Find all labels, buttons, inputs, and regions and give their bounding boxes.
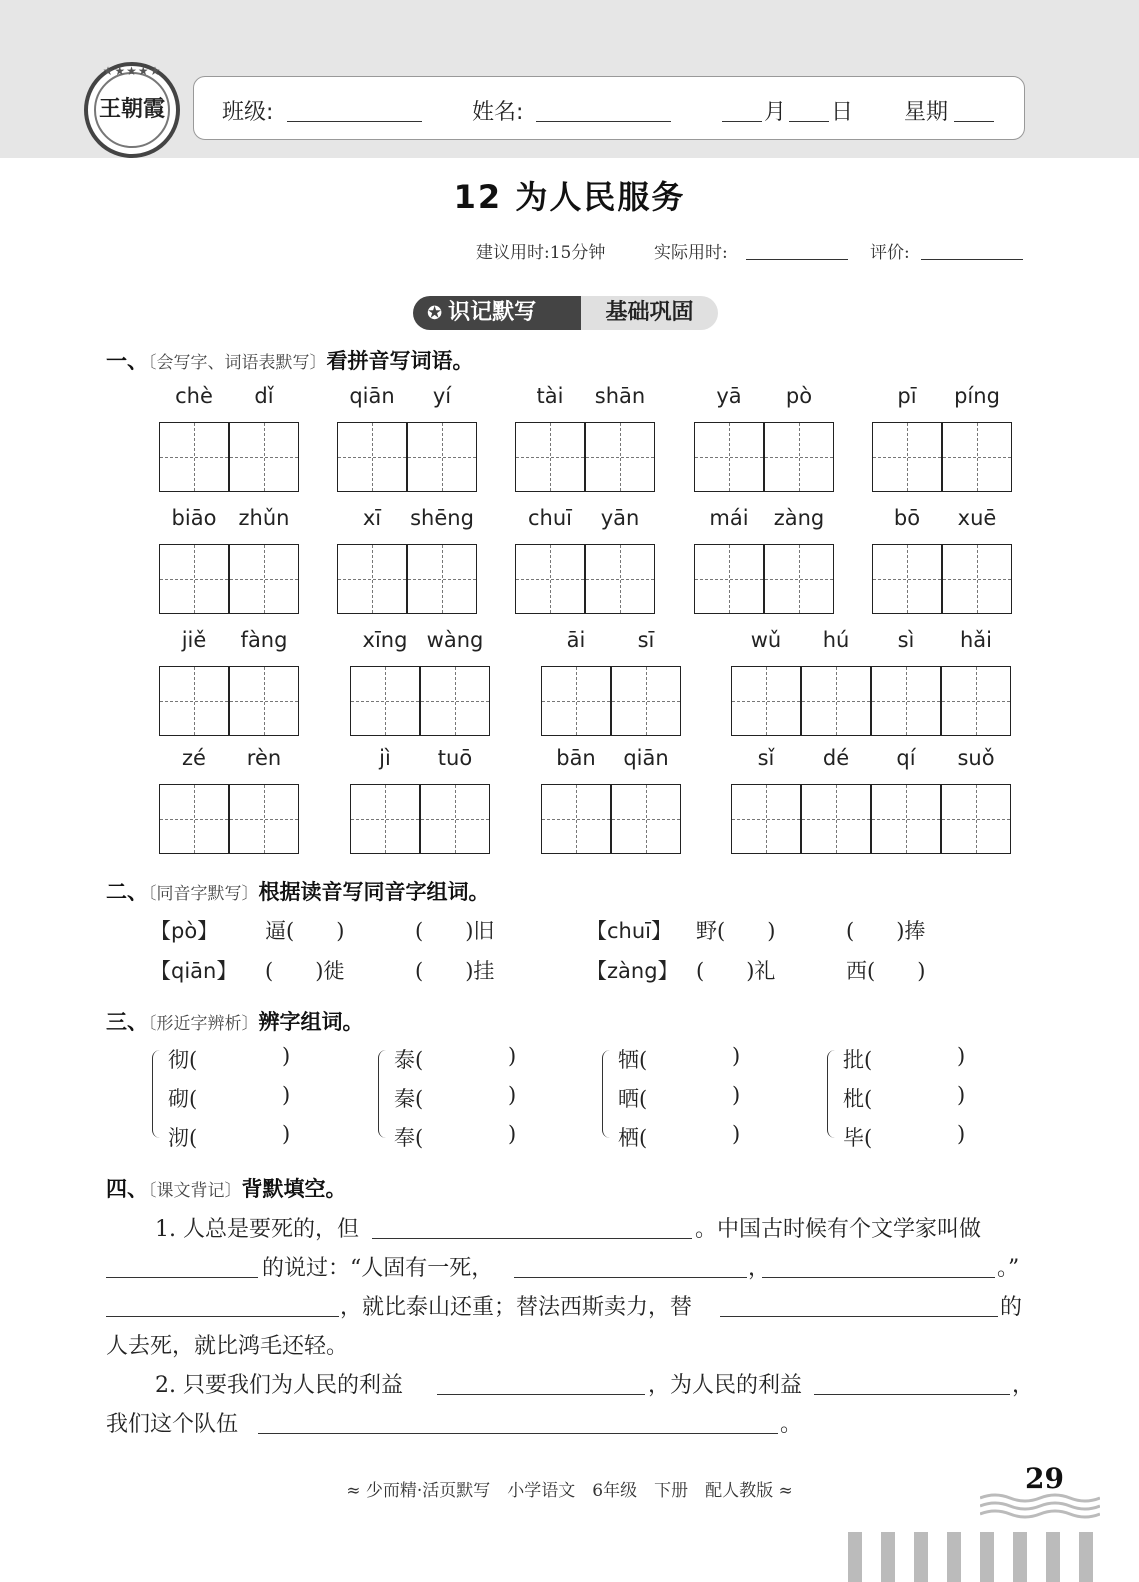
similar-char-item[interactable]: 彻( xyxy=(168,1048,198,1072)
homophone-blank[interactable]: ( )徙 xyxy=(265,959,345,983)
writing-cell[interactable] xyxy=(585,422,655,492)
close-paren: ) xyxy=(732,1122,741,1146)
close-paren: ) xyxy=(732,1044,741,1068)
pinyin-label: xī xyxy=(362,506,382,530)
writing-cell[interactable] xyxy=(159,422,229,492)
month-field[interactable] xyxy=(722,121,762,122)
pinyin-label: hú xyxy=(822,628,850,652)
pinyin-label: jì xyxy=(379,746,391,770)
similar-char-item[interactable]: 沏( xyxy=(168,1126,198,1150)
edge-stripe xyxy=(914,1532,928,1582)
homophone-label: 【qiān】 xyxy=(150,959,238,983)
close-paren: ) xyxy=(282,1044,291,1068)
close-paren: ) xyxy=(282,1083,291,1107)
writing-cell[interactable] xyxy=(941,784,1011,854)
writing-cell[interactable] xyxy=(611,666,681,736)
writing-cell[interactable] xyxy=(731,666,801,736)
logo-text: 王朝霞 xyxy=(98,96,165,122)
homophone-label: 【chuī】 xyxy=(586,919,672,943)
q1-blank-2[interactable] xyxy=(106,1277,258,1278)
similar-char-item[interactable]: 毕( xyxy=(843,1126,873,1150)
writing-cell[interactable] xyxy=(229,784,299,854)
writing-cell[interactable] xyxy=(350,784,420,854)
edge-stripe xyxy=(881,1532,895,1582)
q1-text-b: 。中国古时候有个文学家叫做 xyxy=(695,1217,982,1242)
pinyin-label: shān xyxy=(594,384,646,408)
writing-cell[interactable] xyxy=(731,784,801,854)
pinyin-label: yí xyxy=(432,384,452,408)
pinyin-label: chuī xyxy=(528,506,572,530)
medal-icon: ✪ xyxy=(427,303,443,324)
q2-text-e: 。 xyxy=(780,1412,803,1437)
brace-icon xyxy=(827,1050,838,1138)
pinyin-label: sǐ xyxy=(757,746,775,770)
class-field[interactable] xyxy=(287,121,422,122)
q2-blank-1[interactable] xyxy=(437,1394,645,1395)
writing-cell[interactable] xyxy=(872,422,942,492)
pinyin-label: bō xyxy=(893,506,921,530)
pinyin-label: suǒ xyxy=(957,746,995,770)
similar-char-item[interactable]: 秦( xyxy=(394,1087,424,1111)
writing-cell[interactable] xyxy=(872,544,942,614)
close-paren: ) xyxy=(282,1122,291,1146)
writing-cell[interactable] xyxy=(159,666,229,736)
q1-text-d: ， xyxy=(748,1256,771,1281)
q2-blank-2[interactable] xyxy=(814,1394,1010,1395)
q2-text-b: ，为人民的利益 xyxy=(648,1373,803,1398)
pinyin-label: biāo xyxy=(171,506,217,530)
q1-blank-5[interactable] xyxy=(106,1316,339,1317)
close-paren: ) xyxy=(732,1083,741,1107)
writing-cell[interactable] xyxy=(515,422,585,492)
q1-text-h: 人去死，就比鸿毛还轻。 xyxy=(106,1334,349,1359)
pinyin-label: āi xyxy=(566,628,586,652)
writing-cell[interactable] xyxy=(585,544,655,614)
writing-cell[interactable] xyxy=(541,784,611,854)
similar-char-item[interactable]: 泰( xyxy=(394,1048,424,1072)
homophone-blank[interactable]: 西( ) xyxy=(846,959,926,983)
homophone-blank[interactable]: ( )礼 xyxy=(696,959,776,983)
homophone-blank[interactable]: 野( ) xyxy=(696,919,776,943)
q1-blank-6[interactable] xyxy=(720,1316,998,1317)
q1-text-f: ，就比泰山还重；替法西斯卖力，替 xyxy=(340,1295,693,1320)
evaluation-label: 评价: xyxy=(870,243,910,263)
brace-icon xyxy=(378,1050,389,1138)
writing-cell[interactable] xyxy=(941,666,1011,736)
close-paren: ) xyxy=(957,1083,966,1107)
suggested-time: 建议用时:15分钟 xyxy=(476,243,606,263)
writing-cell[interactable] xyxy=(694,544,764,614)
writing-cell[interactable] xyxy=(420,666,490,736)
writing-cell[interactable] xyxy=(871,666,941,736)
pinyin-label: tuō xyxy=(437,746,473,770)
edge-stripe xyxy=(1046,1532,1060,1582)
banner-left: ✪ 识记默写 xyxy=(413,296,583,330)
student-info-box xyxy=(193,76,1025,140)
weekday-field[interactable] xyxy=(954,121,994,122)
writing-cell[interactable] xyxy=(337,422,407,492)
pinyin-label: dǐ xyxy=(254,384,274,408)
pinyin-label: jiě xyxy=(181,628,207,652)
section4-heading: 四、〔课文背记〕背默填空。 xyxy=(106,1177,347,1201)
similar-char-item[interactable]: 砌( xyxy=(168,1087,198,1111)
similar-char-item[interactable]: 牺( xyxy=(618,1048,648,1072)
pinyin-label: xīng xyxy=(362,628,408,652)
wave-decoration-icon xyxy=(980,1490,1100,1520)
writing-cell[interactable] xyxy=(801,666,871,736)
pinyin-label: rèn xyxy=(246,746,282,770)
pinyin-label: shēng xyxy=(410,506,474,530)
section1-heading: 一、〔会写字、词语表默写〕看拼音写词语。 xyxy=(106,349,474,373)
writing-cell[interactable] xyxy=(337,544,407,614)
pinyin-label: mái xyxy=(709,506,749,530)
name-field[interactable] xyxy=(536,121,671,122)
pinyin-label: pī xyxy=(897,384,917,408)
pinyin-label: tài xyxy=(536,384,564,408)
class-label: 班级: xyxy=(222,100,274,125)
pinyin-label: yān xyxy=(600,506,640,530)
edge-stripe xyxy=(1079,1532,1093,1582)
section2-heading: 二、〔同音字默写〕根据读音写同音字组词。 xyxy=(106,880,490,904)
section-banner xyxy=(413,296,718,330)
month-label: 月 xyxy=(764,100,787,125)
actual-time-field[interactable] xyxy=(746,259,848,260)
homophone-label: 【zàng】 xyxy=(586,959,679,983)
pinyin-label: pò xyxy=(785,384,813,408)
close-paren: ) xyxy=(508,1122,517,1146)
pinyin-label: zàng xyxy=(773,506,825,530)
pinyin-label: dé xyxy=(822,746,850,770)
page-number: 29 xyxy=(1025,1462,1064,1495)
pinyin-label: qiān xyxy=(623,746,669,770)
q1-blank-1[interactable] xyxy=(372,1238,692,1239)
logo-stars-icon: ★★★★★ xyxy=(102,64,162,78)
brace-icon xyxy=(602,1050,613,1138)
pinyin-label: sī xyxy=(637,628,655,652)
writing-cell[interactable] xyxy=(350,666,420,736)
pinyin-label: chè xyxy=(175,384,213,408)
writing-cell[interactable] xyxy=(159,784,229,854)
publisher-logo xyxy=(84,62,180,158)
pinyin-label: hǎi xyxy=(959,628,992,652)
q2-text-a: 2. 只要我们为人民的利益 xyxy=(155,1373,403,1398)
writing-cell[interactable] xyxy=(942,422,1012,492)
pinyin-label: yā xyxy=(716,384,742,408)
evaluation-field[interactable] xyxy=(921,259,1023,260)
section3-heading: 三、〔形近字辨析〕辨字组词。 xyxy=(106,1010,364,1034)
close-paren: ) xyxy=(508,1083,517,1107)
edge-stripe xyxy=(1013,1532,1027,1582)
pinyin-label: fàng xyxy=(240,628,288,652)
homophone-blank[interactable]: ( )挂 xyxy=(415,959,495,983)
similar-char-item[interactable]: 枇( xyxy=(843,1087,873,1111)
day-label: 日 xyxy=(831,100,854,125)
q1-text-e: 。” xyxy=(997,1256,1020,1281)
homophone-blank[interactable]: ( )捧 xyxy=(846,919,926,943)
writing-cell[interactable] xyxy=(611,784,681,854)
pinyin-label: wǔ xyxy=(750,628,782,652)
pinyin-label: zhǔn xyxy=(238,506,290,530)
weekday-label: 星期 xyxy=(904,100,949,125)
close-paren: ) xyxy=(508,1044,517,1068)
brace-icon xyxy=(152,1050,163,1138)
writing-cell[interactable] xyxy=(541,666,611,736)
q1-text-g: 的 xyxy=(1000,1295,1023,1320)
writing-cell[interactable] xyxy=(694,422,764,492)
name-label: 姓名: xyxy=(472,100,524,125)
day-field[interactable] xyxy=(789,121,829,122)
writing-cell[interactable] xyxy=(159,544,229,614)
actual-time-label: 实际用时: xyxy=(654,243,728,263)
q1-blank-4[interactable] xyxy=(762,1277,995,1278)
writing-cell[interactable] xyxy=(871,784,941,854)
writing-cell[interactable] xyxy=(229,666,299,736)
pinyin-label: zé xyxy=(182,746,206,770)
similar-char-item[interactable]: 奉( xyxy=(394,1126,424,1150)
pinyin-label: sì xyxy=(897,628,915,652)
pinyin-label: qí xyxy=(896,746,916,770)
homophone-blank[interactable]: ( )旧 xyxy=(415,919,495,943)
edge-stripe xyxy=(848,1532,862,1582)
homophone-label: 【pò】 xyxy=(150,919,219,943)
writing-cell[interactable] xyxy=(942,544,1012,614)
q2-text-d: 我们这个队伍 xyxy=(106,1412,239,1437)
writing-cell[interactable] xyxy=(420,784,490,854)
footer-text: ≈ 少而精·活页默写 小学语文 6年级 下册 配人教版 ≈ xyxy=(346,1481,793,1501)
similar-char-item[interactable]: 栖( xyxy=(618,1126,648,1150)
pinyin-label: wàng xyxy=(426,628,484,652)
close-paren: ) xyxy=(957,1044,966,1068)
pinyin-label: bān xyxy=(556,746,596,770)
q1-blank-3[interactable] xyxy=(514,1277,747,1278)
writing-cell[interactable] xyxy=(764,422,834,492)
writing-cell[interactable] xyxy=(801,784,871,854)
writing-cell[interactable] xyxy=(515,544,585,614)
edge-stripe xyxy=(947,1532,961,1582)
edge-stripe xyxy=(980,1532,994,1582)
q1-text-a: 1. 人总是要死的，但 xyxy=(155,1217,359,1242)
writing-cell[interactable] xyxy=(229,544,299,614)
q2-text-c: ， xyxy=(1012,1373,1035,1398)
writing-cell[interactable] xyxy=(407,544,477,614)
pinyin-label: xuē xyxy=(957,506,997,530)
q2-blank-3[interactable] xyxy=(258,1433,778,1434)
writing-cell[interactable] xyxy=(764,544,834,614)
banner-right: 基础巩固 xyxy=(581,296,718,330)
q1-text-c: 的说过：“人固有一死， xyxy=(262,1256,494,1281)
pinyin-label: píng xyxy=(954,384,1000,408)
similar-char-item[interactable]: 晒( xyxy=(618,1087,648,1111)
similar-char-item[interactable]: 批( xyxy=(843,1048,873,1072)
writing-cell[interactable] xyxy=(229,422,299,492)
pinyin-label: qiān xyxy=(349,384,395,408)
homophone-blank[interactable]: 逼( ) xyxy=(265,919,345,943)
page-title: 12 为人民服务 xyxy=(453,178,686,216)
close-paren: ) xyxy=(957,1122,966,1146)
writing-cell[interactable] xyxy=(407,422,477,492)
